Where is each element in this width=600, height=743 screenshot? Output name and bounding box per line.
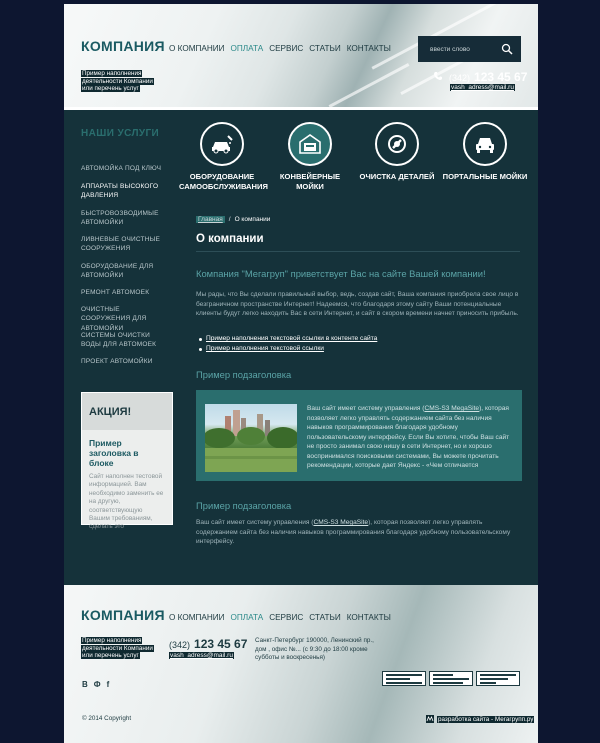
facebook-icon[interactable]: f	[106, 680, 110, 689]
footer-email[interactable]: vash_adress@mail.ru	[170, 652, 233, 659]
cms-link[interactable]: CMS-S3 MegaSite	[424, 405, 480, 412]
content-box	[196, 390, 522, 481]
header-phone: (342) 123 45 67	[433, 70, 527, 84]
footer	[64, 585, 538, 743]
breadcrumb-separator: /	[228, 216, 231, 223]
intro-paragraph: Мы рады, что Вы сделали правильный выбор, ведь, создав сайт, Ваша компания приобрела свое лицо в безграничном пространстве Интернет! Надеемся, что благодаря этому сайту Ваши потенциальные клиенты будут легко находить Вас в сети Интернет, и сайт в скором времени начнет приносить прибыль.	[196, 291, 519, 318]
feature-portal[interactable]: ПОРТАЛЬНЫЕ МОЙКИ	[442, 122, 528, 182]
social-links	[82, 680, 109, 689]
page	[64, 4, 538, 743]
copyright: © 2014 Copyright	[82, 715, 132, 722]
nav-contacts[interactable]: КОНТАКТЫ	[346, 44, 391, 53]
sidebar-item-water[interactable]: СИСТЕМЫ ОЧИСТКИ ВОДЫ ДЛЯ АВТОМОЕК	[81, 332, 157, 349]
footer-logo[interactable]: КОМПАНИЯ	[81, 607, 165, 623]
footer-slogan: Пример наполнения деятельности Компании или перечень услуг	[82, 637, 153, 660]
footer-nav	[169, 613, 391, 622]
logo[interactable]: КОМПАНИЯ	[81, 38, 165, 54]
twitter-icon[interactable]: Ф	[93, 680, 101, 689]
cleaning-icon	[385, 132, 409, 156]
sidebar-item-prefab[interactable]: БЫСТРОВОЗВОДИМЫЕ АВТОМОЙКИ	[81, 210, 159, 227]
breadcrumb-current: О компании	[234, 216, 271, 223]
counter-badge[interactable]	[429, 671, 473, 686]
footer-nav-about[interactable]: О КОМПАНИИ	[169, 613, 225, 622]
page-title: О компании	[196, 233, 264, 245]
subheading-1: Пример подзаголовка	[196, 369, 292, 380]
header-divider	[64, 107, 538, 110]
header-email[interactable]: vash_adress@mail.ru	[451, 84, 514, 91]
promo-heading: АКЦИЯ!	[82, 393, 172, 430]
list-item[interactable]: Пример наполнения текстовой ссылки в контенте сайта	[206, 335, 378, 342]
title-divider	[196, 251, 520, 252]
features-row	[179, 122, 532, 194]
breadcrumb	[196, 216, 270, 223]
box-text: Ваш сайт имеет систему управления (CMS-S3 MegaSite), которая позволяет легко управлять содержанием сайта без наличия навыков программирования благодаря удобному пользовательскому интерфейсу. Если Вы хотите, чтобы Ваш сайт не просто занимал свою нишу в сети Интернет, но и хорошо воспринимался поисковыми системами, Вы можете прочитать рекомендации, которые дает Яндекс - «Чем отличается	[307, 405, 510, 469]
garage-icon	[298, 132, 322, 156]
footer-nav-articles[interactable]: СТАТЬИ	[309, 613, 341, 622]
body-paragraph: Ваш сайт имеет систему управления (CMS-S3 MegaSite), которая позволяет легко управлять содержанием сайта без наличия навыков программирования благодаря удобному пользовательскому интерфейсу.	[196, 519, 511, 546]
sidebar-item-car-wash[interactable]: АВТОМОЙКА ПОД КЛЮЧ	[81, 165, 162, 172]
cms-link[interactable]: CMS-S3 MegaSite	[313, 519, 369, 526]
top-nav	[169, 44, 391, 53]
footer-nav-service[interactable]: СЕРВИС	[269, 613, 304, 622]
nav-articles[interactable]: СТАТЬИ	[309, 44, 341, 53]
counters	[382, 671, 520, 686]
header	[64, 4, 538, 107]
park-photo	[205, 404, 297, 472]
promo-text: Сайт наполнен тестовой информацией. Вам необходимо заменить ее на другую, соответствующую Вашим требованиям, сделать это	[89, 473, 164, 531]
feature-conveyor[interactable]: КОНВЕЙЕРНЫЕ МОЙКИ	[267, 122, 353, 191]
breadcrumb-home[interactable]: Главная	[198, 216, 223, 223]
car-wash-icon	[210, 132, 234, 156]
welcome-heading: Компания "Мегагруп" приветствует Вас на сайте Вашей компании!	[196, 268, 486, 279]
promo-block	[81, 392, 173, 531]
nav-service[interactable]: СЕРВИС	[269, 44, 304, 53]
nav-payment[interactable]: ОПЛАТА	[230, 44, 264, 53]
footer-phone: (342) 123 45 67	[169, 637, 248, 651]
vk-icon[interactable]: В	[82, 680, 88, 689]
subheading-2: Пример подзаголовка	[196, 500, 292, 511]
developer-link[interactable]: разработка сайта - Мегагрупп.ру	[426, 715, 534, 723]
footer-nav-payment[interactable]: ОПЛАТА	[230, 613, 264, 622]
sidebar-item-equipment[interactable]: ОБОРУДОВАНИЕ ДЛЯ АВТОМОЙКИ	[81, 263, 154, 280]
list-item[interactable]: Пример наполнения текстовой ссылки	[206, 344, 377, 354]
search-box	[418, 36, 521, 62]
promo-title[interactable]: Пример заголовка в блоке	[89, 438, 139, 468]
footer-nav-contacts[interactable]: КОНТАКТЫ	[346, 613, 391, 622]
services-menu	[81, 164, 163, 366]
footer-address: Санкт-Петербург 190000, Ленинский пр., дом , офис №... (с 9:30 до 18:00 кроме субботы и воскресенья)	[255, 637, 374, 662]
feature-self-service[interactable]: ОБОРУДОВАНИЕ САМООБСЛУЖИВАНИЯ	[179, 122, 265, 191]
phone-number[interactable]: 123 45 67	[474, 70, 528, 84]
search-icon[interactable]	[501, 43, 513, 55]
sidebar-item-storm[interactable]: ЛИВНЕВЫЕ ОЧИСТНЫЕ СООРУЖЕНИЯ	[81, 236, 161, 253]
car-front-icon	[473, 132, 497, 156]
sidebar-item-high-pressure[interactable]: АППАРАТЫ ВЫСОКОГО ДАВЛЕНИЯ	[81, 183, 159, 200]
search-input[interactable]	[418, 46, 498, 53]
megagroup-icon	[426, 715, 434, 723]
counter-badge[interactable]	[382, 671, 426, 686]
link-list	[206, 334, 377, 354]
sidebar-item-repair[interactable]: РЕМОНТ АВТОМОЕК	[81, 289, 150, 296]
nav-about[interactable]: О КОМПАНИИ	[169, 44, 225, 53]
sidebar-item-treatment[interactable]: ОЧИСТНЫЕ СООРУЖЕНИЯ ДЛЯ АВТОМОЙКИ	[81, 306, 147, 332]
feature-parts-cleaning[interactable]: ОЧИСТКА ДЕТАЛЕЙ	[354, 122, 440, 182]
sidebar-title: НАШИ УСЛУГИ	[81, 128, 160, 139]
header-slogan: Пример наполнения деятельности Компании или перечень услуг	[82, 70, 153, 93]
phone-icon	[433, 71, 443, 81]
counter-badge[interactable]	[476, 671, 520, 686]
sidebar-item-project[interactable]: ПРОЕКТ АВТОМОЙКИ	[81, 358, 153, 365]
